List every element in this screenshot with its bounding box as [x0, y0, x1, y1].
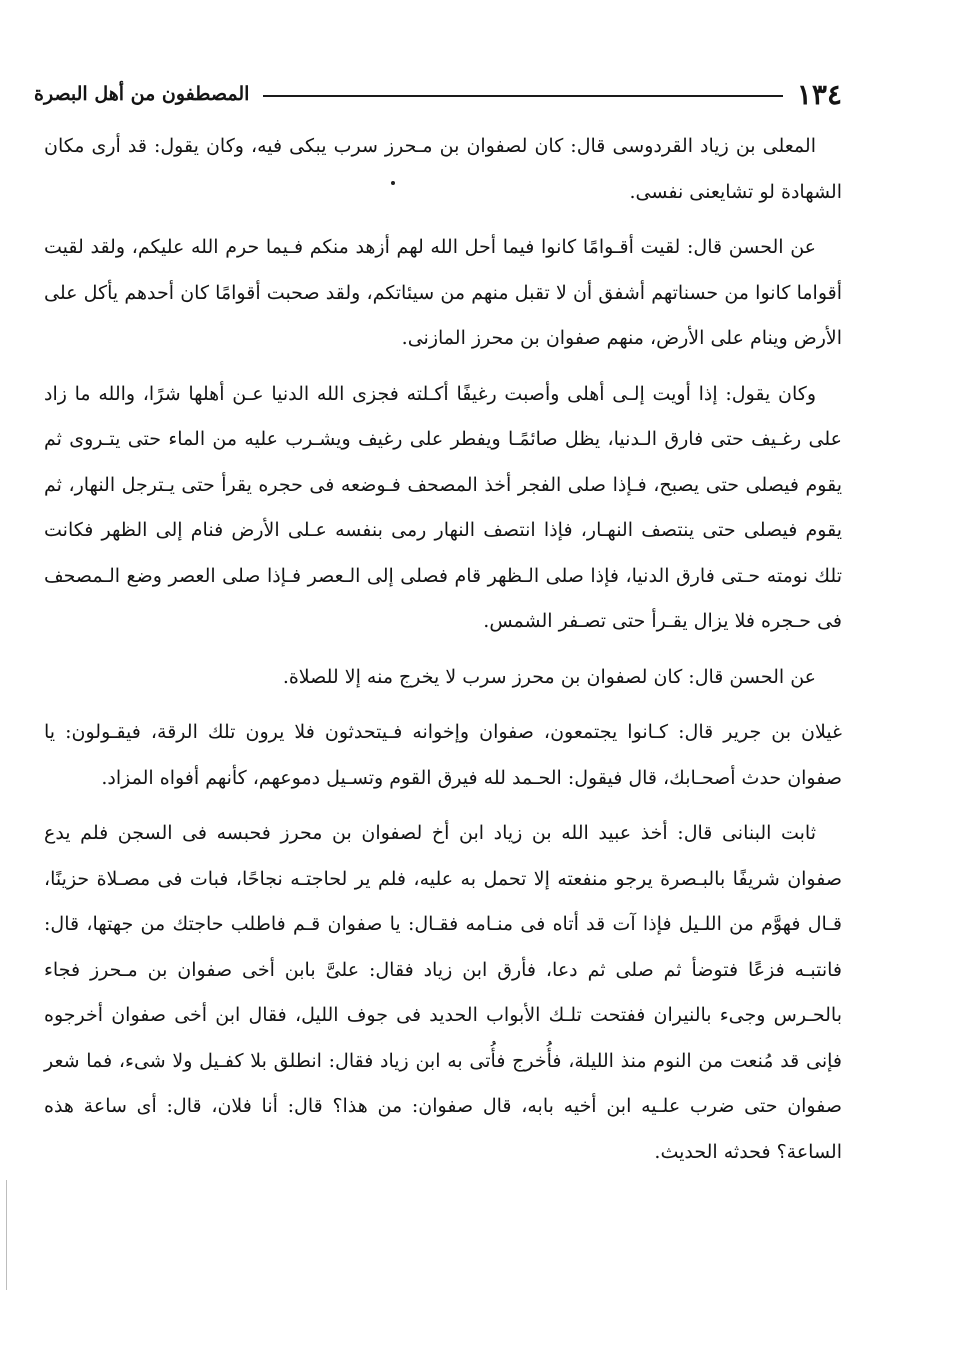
paragraph-wa-kana-yaqul: وكان يقول: إذا أويت إلـى أهلى وأصبت رغيفًا أكـلته فجزى الله الدنيا عـن أهلها شرًا، والله ما زاد على رغـيف حتى فارق الـدنيا، يظل صائمًـا ويفطر على رغيف ويشـرب عليه من الماء حتى يتـروى ثم يقوم فيصلى حتى يصبح، فـإذا صلى الفجر أخذ المصحف فـوضعه فى حجره يقرأ حتى يـترجل النهار، ثم يقوم فيصلى حتى ينتصف النهـار، فإذا انتصف النهار رمى بنفسه عـلى الأرض فنام إلى الظهر فكانت تلك نومته حـتى فارق الدنيا، فإذا صلى الـظهر قام فصلى إلى الـعصر فـإذا صلى العصر وضع الـمصحف فى حـجره فلا يزال يقـرأ حتى تصـفر الشمس. [44, 382, 842, 632]
running-title: المصطفون من أهل البصرة [34, 83, 250, 105]
header-rule [263, 95, 782, 97]
page-header [34, 76, 842, 112]
paragraph-al-hasan-sarab: عن الحسن قال: كان لصفوان بن محرز سرب لا يخرج منه إلا للصلاة. [282, 665, 816, 688]
paragraph-ghaylan: غيلان بن جرير قال: كـانوا يجتمعون، صفوان وإخوانه فـيتحدثون فلا يرون تلك الرقة، فيقـولون: يا صفوان حدث أصحـابك، قال فيقول: الحـمد لله فيرق القوم وتسـيل دموعهم، كأنهم أفواه المزاد. [44, 721, 842, 789]
scan-edge-mark [6, 1180, 7, 1290]
paragraph-al-hasan-aqwam: عن الحسن قال: لقيت أقـوامًا كانوا فيما أحل الله لهم أزهد منكم فـيما حرم الله عليكم، ولقد لقيت أقواما كانوا من حسناتهم أشفق أن لا تقبل منهم من سيئاتكم، ولقد صحبت أقوامًا كان أحدهم يأكل على الأرض وينام على الأرض، منهم صفوان بن محرز المازنى. [44, 236, 842, 349]
page-number: ١٣٤ [796, 77, 842, 111]
page-body [44, 124, 842, 1185]
paragraph-thabit-al-bunani: ثابت البنانى قال: أخذ عبيد الله بن زياد ابن أخ لصفوان بن محرز فحبسه فى السجن فلم يدع صفوان شريفًا بالبـصرة يرجو منفعته إلا تحمل به عليه، فلم ير لحاجتـه نجاحًا، فبات فى مصـلاة حزينًا، قـال فهوَّم من اللـيل فإذا آت قد أتاه فى منـامه فقـال: يا صفوان قـم فاطلب حاجتك من جهتها، قال: فانتبـه فزعًا فتوضأ ثم صلى ثم دعا، فأرق ابن زياد فقال: علىَّ بابن أخى صفوان بن مـحرز فجاء بالحـرس وجىء بالنيران ففتحت تلـك الأبواب الحديد فى جوف الليل، فقال ابن أخى صفوان أخرجوه فإنى قد مُنعت من النوم منذ الليلة، فأُخرج فأُتى به ابن زياد فقال: انطلق بلا كفـيل ولا شىء، فما شعر صفوان حتى ضرب علـيه ابن أخيه بابه، قال صفوان: من هذا؟ قال: أنا فلان، قال: أى ساعة هذه الساعة؟ فحدثه الحديث. [44, 822, 842, 1163]
paragraph-al-mualla: المعلى بن زياد القردوسى قال: كان لصفوان بن مـحرز سرب يبكى فيه، وكان يقول: قد أرى مكان الشهادة لو تشايعنى نفسى. [44, 135, 842, 203]
